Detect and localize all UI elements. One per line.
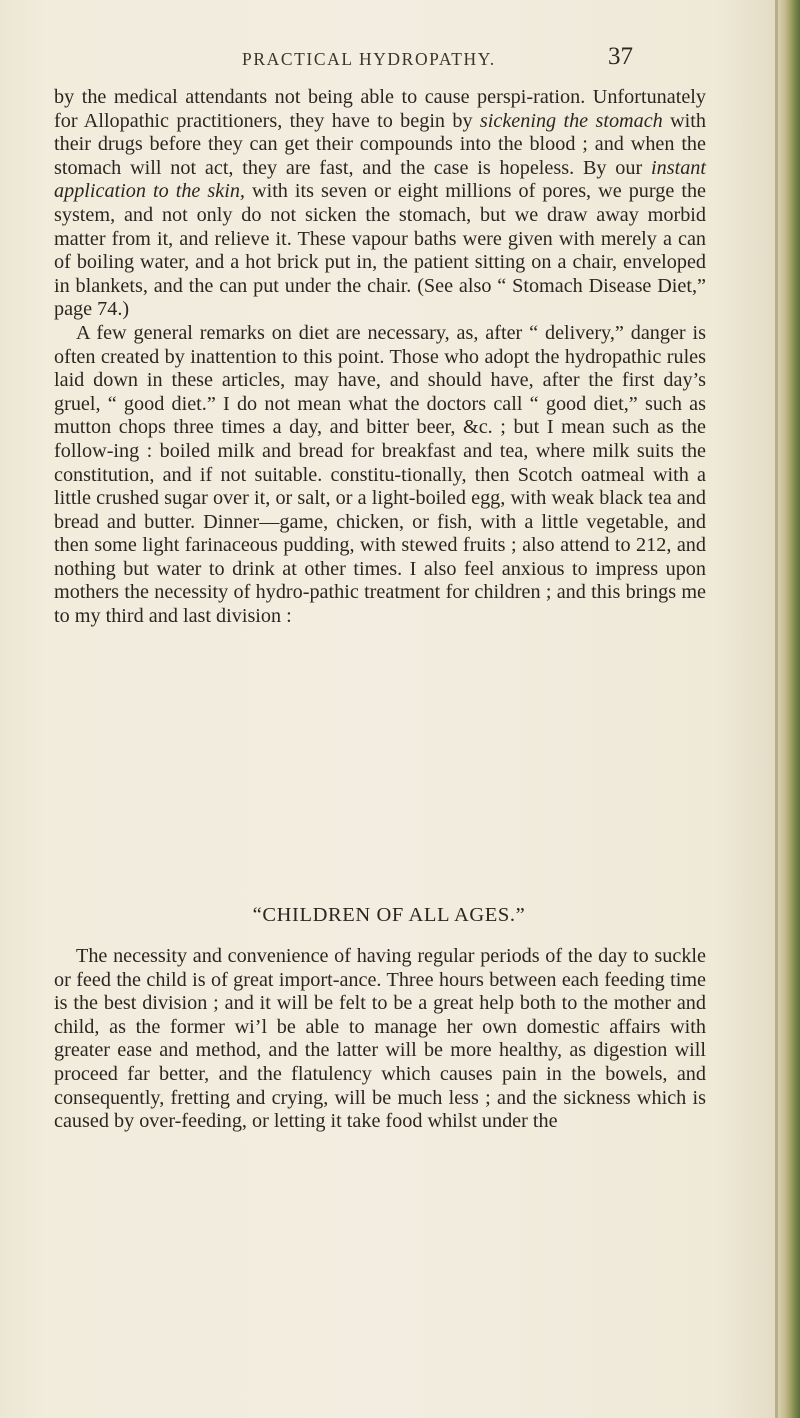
paragraph-text: with its seven or eight millions of pores, we purge the system, and not only do not sicken the stomach, but we draw away morbid matter from it, and relieve it. These vapour baths were given with merely a can of boiling water, and a hot brick put in, the patient sitting on a chair, enveloped in blankets, and the can put under the chair. (See also “ Stomach Disease Diet,” page 74.) [54,180,706,321]
book-edge [778,0,800,1418]
emphasis-text: sickening the stomach [479,109,663,132]
paragraph-text: with their drugs before they can get their compounds into the blood ; and when the stomach will not act, they are fast, and the case is hopeless. By our [54,109,706,179]
emphasis-text: instant application to the skin, [54,156,706,203]
paragraph-vapour-baths [54,86,706,322]
body-text-children [54,945,706,1134]
paragraph-text: by the medical attendants not being able to cause perspi-ration. Unfortunately for Allopathic practitioners, they have to begin by [54,86,706,132]
running-title: PRACTICAL HYDROPATHY. [242,49,496,69]
page-number: 37 [608,43,633,70]
paragraph-children: The necessity and convenience of having regular periods of the day to suckle or feed the child is of great import-ance. Three hours between each feeding time is the best division ; and it will be felt to be a great help both to the mother and child, as the former wi’l be able to manage her own domestic affairs with greater ease and method, and the latter will be more healthy, as digestion will proceed far better, and the flatulency which causes pain in the bowels, and consequently, fretting and crying, will be much less ; and the sickness which is caused by over-feeding, or letting it take food whilst under the [54,945,706,1133]
page-header [0,43,778,79]
paragraph-diet: A few general remarks on diet are necessary, as, after “ delivery,” danger is often created by inattention to this point. Those who adopt the hydropathic rules laid down in these articles, may have, and should have, after the first day’s gruel, “ good diet.” I do not mean what the doctors call “ good diet,” such as mutton chops three times a day, and bitter beer, &c. ; but I mean such as the follow-ing : boiled milk and bread for breakfast and tea, where milk suits the constitution, and if not suitable. constitu-tionally, then Scotch oatmeal with a little crushed sugar over it, or salt, or a light-boiled egg, with weak black tea and bread and butter. Dinner—game, chicken, or fish, with a little vegetable, and then some light farinaceous pudding, with stewed fruits ; also attend to 212, and nothing but water to drink at other times. I also feel anxious to impress upon mothers the necessity of hydro-pathic treatment for children ; and this brings me to my third and last division : [54,321,706,628]
body-text [54,86,706,629]
section-heading: “CHILDREN OF ALL AGES.” [252,904,526,926]
